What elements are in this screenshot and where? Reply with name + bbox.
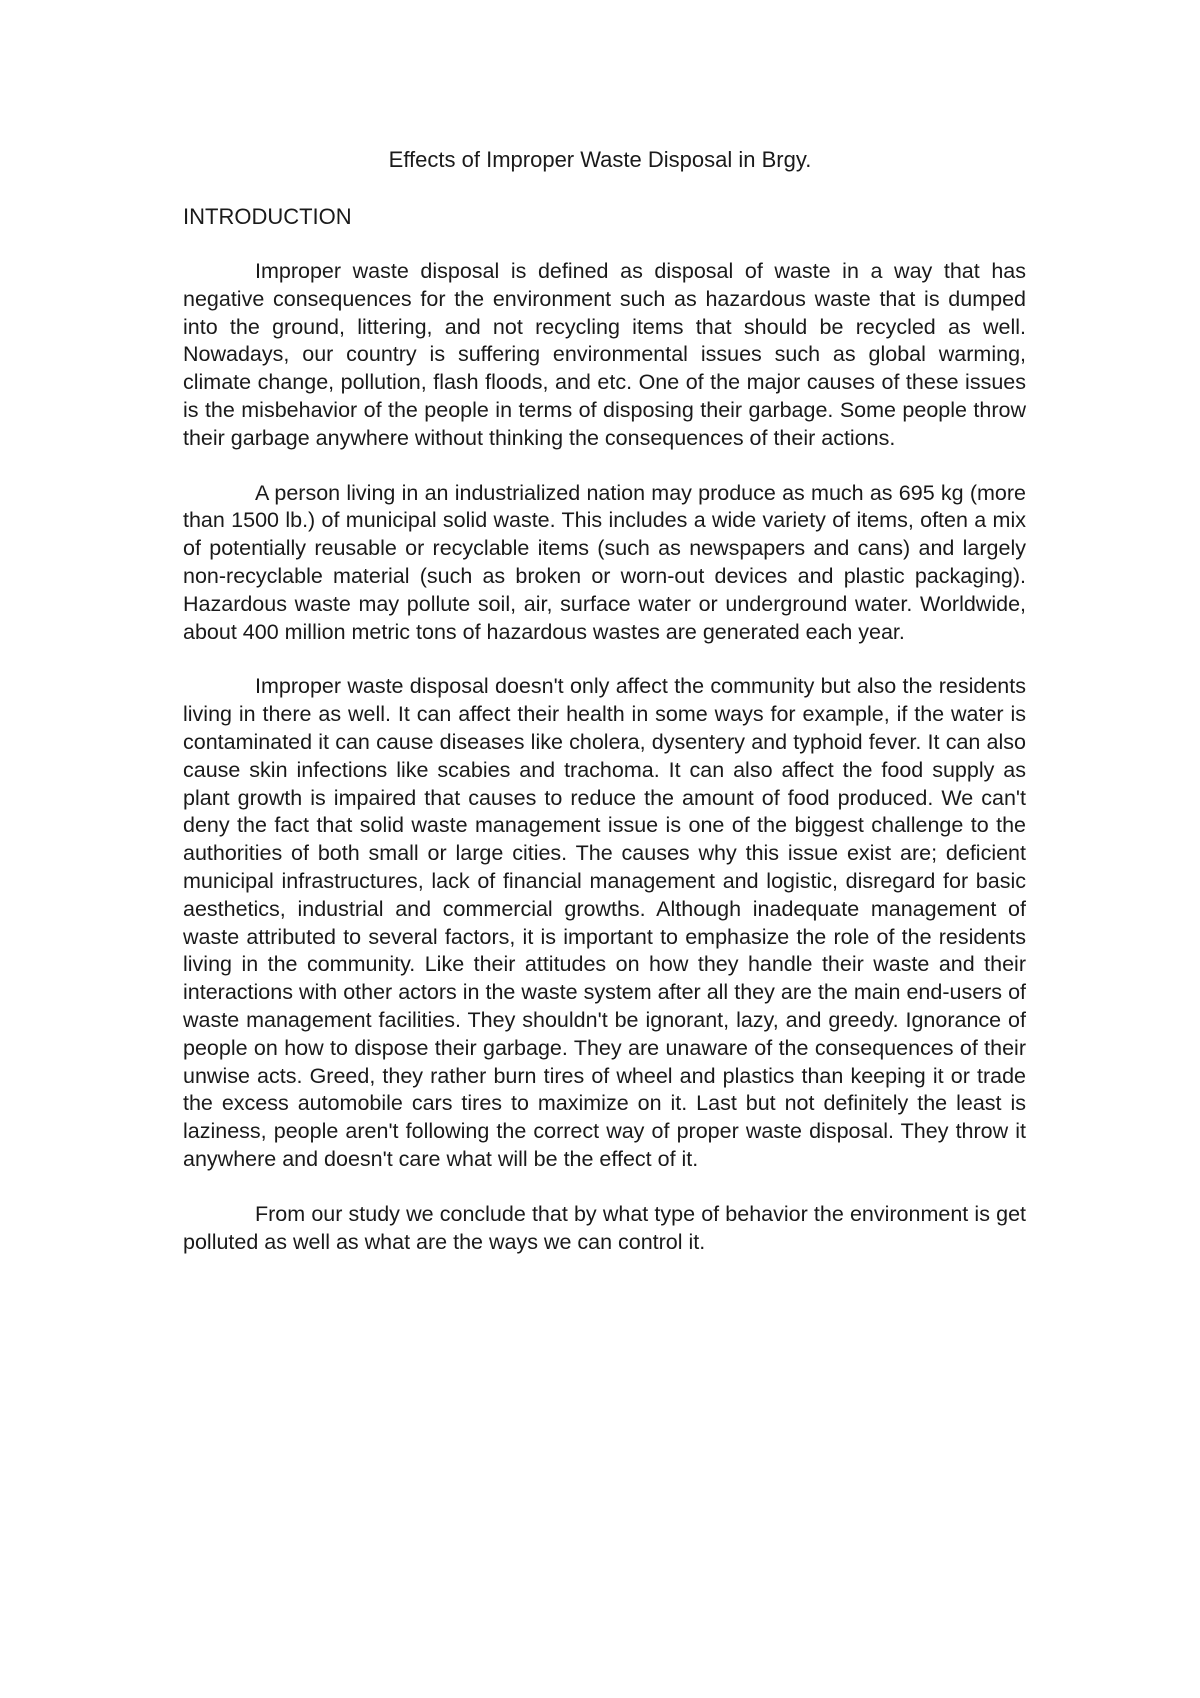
- paragraph: A person living in an industrialized nation may produce as much as 695 kg (more than 1500 lb.) of municipal solid waste. This includes a wide variety of items, often a mix of potentially reusable or recyclable items (such as newspapers and cans) and largely non-recyclable material (such as broken or worn-out devices and plastic packaging). Hazardous waste may pollute soil, air, surface water or underground water. Worldwide, about 400 million metric tons of hazardous wastes are generated each year.: [183, 480, 1026, 644]
- paragraph: Improper waste disposal is defined as disposal of waste in a way that has negative consequences for the environment such as hazardous waste that is dumped into the ground, littering, and not recycling items that should be recycled as well. Nowadays, our country is suffering environmental issues such as global warming, climate change, pollution, flash floods, and etc. One of the major causes of these issues is the misbehavior of the people in terms of disposing their garbage. Some people throw their garbage anywhere without thinking the consequences of their actions.: [183, 259, 1026, 450]
- paragraph: Improper waste disposal doesn't only affect the community but also the residents living in there as well. It can affect their health in some ways for example, if the water is contaminated it can cause diseases like cholera, dysentery and typhoid fever. It can also cause skin infections like scabies and trachoma. It can also affect the food supply as plant growth is impaired that causes to reduce the amount of food produced. We can't deny the fact that solid waste management issue is one of the biggest challenge to the authorities of both small or large cities. The causes why this issue exist are; deficient municipal infrastructures, lack of financial management and logistic, disregard for basic aesthetics, industrial and commercial growths. Although inadequate management of waste attributed to several factors, it is important to emphasize the role of the residents living in the community. Like their attitudes on how they handle their waste and their interactions with other actors in the waste system after all they are the main end-users of waste management facilities. They shouldn't be ignorant, lazy, and greedy. Ignorance of people on how to dispose their garbage. They are unaware of the consequences of their unwise acts. Greed, they rather burn tires of wheel and plastics than keeping it or trade the excess automobile cars tires to maximize on it. Last but not definitely the least is laziness, people aren't following the correct way of proper waste disposal. They throw it anywhere and doesn't care what will be the effect of it.: [183, 674, 1026, 1171]
- paragraph: From our study we conclude that by what type of behavior the environment is get polluted as well as what are the ways we can control it.: [183, 1201, 1026, 1254]
- section-heading: INTRODUCTION: [183, 204, 352, 229]
- document-title: Effects of Improper Waste Disposal in Brgy.: [388, 147, 812, 172]
- body-text: [183, 258, 1026, 1283]
